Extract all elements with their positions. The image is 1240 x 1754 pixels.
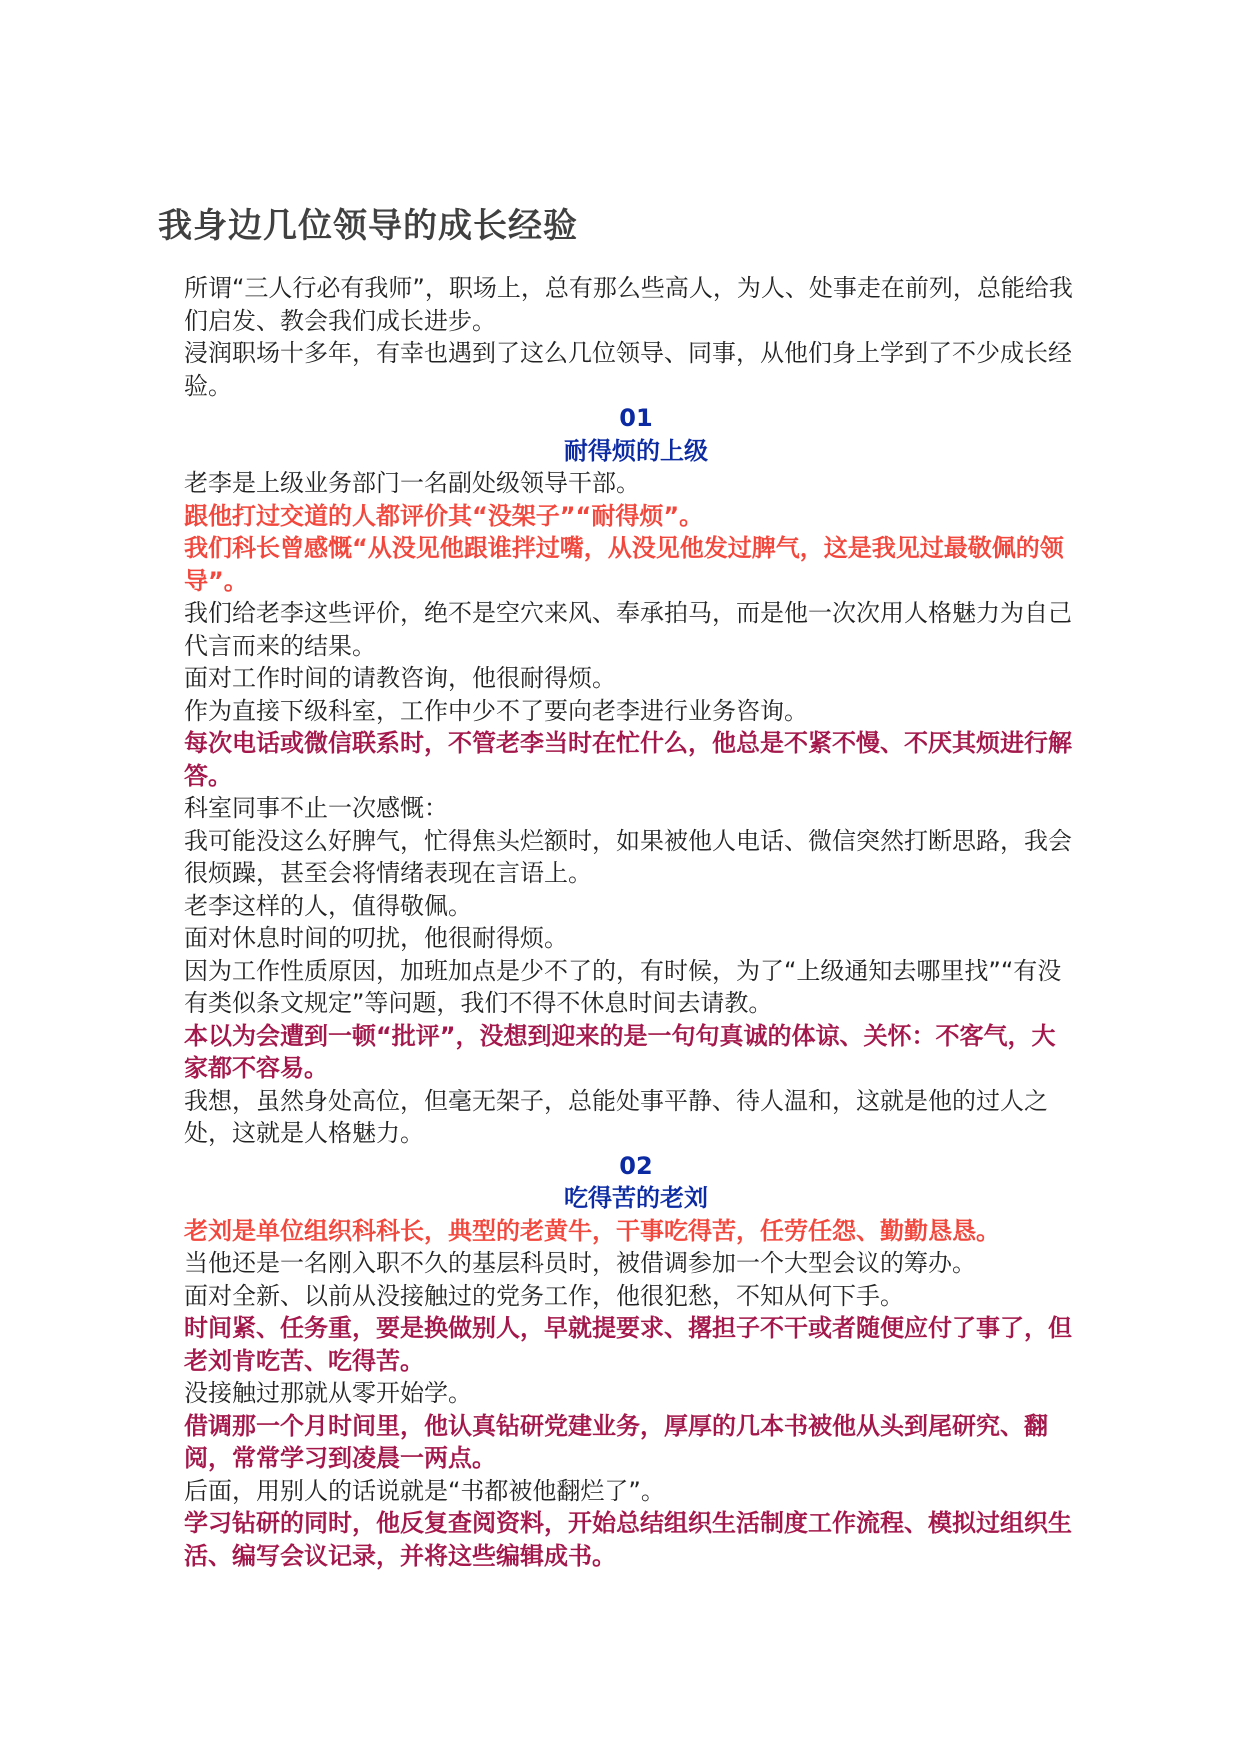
paragraph: 我想，虽然身处高位，但毫无架子，总能处事平静、待人温和，这就是他的过人之处，这就是人格魅力。: [184, 1086, 1048, 1147]
paragraph: 每次电话或微信联系时，不管老李当时在忙什么，他总是不紧不慢、不厌其烦进行解答。: [184, 729, 1072, 790]
paragraph: 老刘是单位组织科科长，典型的老黄牛，干事吃得苦，任劳任怨、勤勤恳恳。: [184, 1216, 1000, 1245]
paragraph: 跟他打过交道的人都评价其“没架子”“耐得烦”。: [184, 501, 704, 530]
paragraph: 面对休息时间的叨扰，他很耐得烦。: [184, 924, 568, 952]
section-heading: 02: [619, 1151, 653, 1180]
paragraph: 当他还是一名刚入职不久的基层科员时，被借调参加一个大型会议的筹办。: [184, 1249, 976, 1277]
paragraph: 我可能没这么好脾气，忙得焦头烂额时，如果被他人电话、微信突然打断思路，我会很烦躁，甚至会将情绪表现在言语上。: [184, 826, 1072, 887]
paragraph: 我们科长曾感慨“从没见他跟谁拌过嘴，从没见他发过脾气，这是我见过最敬佩的领导”。: [184, 534, 1064, 595]
paragraph: 浸润职场十多年，有幸也遇到了这么几位领导、同事，从他们身上学到了不少成长经验。: [184, 339, 1072, 400]
paragraph: 没接触过那就从零开始学。: [184, 1379, 472, 1407]
paragraph: 面对工作时间的请教咨询，他很耐得烦。: [184, 664, 616, 692]
document-body: [184, 272, 1074, 1572]
paragraph: 面对全新、以前从没接触过的党务工作，他很犯愁，不知从何下手。: [184, 1281, 904, 1310]
section-heading: 01: [619, 404, 653, 432]
paragraph: 本以为会遭到一顿“批评”，没想到迎来的是一句句真诚的体谅、关怀：不客气，大家都不容易。: [184, 1021, 1056, 1082]
paragraph: 科室同事不止一次感慨：: [184, 794, 448, 822]
paragraph: 老李是上级业务部门一名副处级领导干部。: [184, 469, 640, 497]
paragraph: 借调那一个月时间里，他认真钻研党建业务，厚厚的几本书被他从头到尾研究、翻阅，常常学习到凌晨一两点。: [184, 1411, 1048, 1472]
paragraph: 因为工作性质原因，加班加点是少不了的，有时候，为了“上级通知去哪里找”“有没有类似条文规定”等问题，我们不得不休息时间去请教。: [184, 956, 1062, 1017]
paragraph: 时间紧、任务重，要是换做别人，早就提要求、撂担子不干或者随便应付了事了，但老刘肯吃苦、吃得苦。: [184, 1314, 1072, 1375]
paragraph: 老李这样的人，值得敬佩。: [184, 891, 472, 920]
paragraph: 所谓“三人行必有我师”，职场上，总有那么些高人，为人、处事走在前列，总能给我们启发、教会我们成长进步。: [184, 274, 1073, 335]
paragraph: 后面，用别人的话说就是“书都被他翻烂了”。: [184, 1476, 665, 1505]
paragraph: 学习钻研的同时，他反复查阅资料，开始总结组织生活制度工作流程、模拟过组织生活、编写会议记录，并将这些编辑成书。: [184, 1509, 1072, 1570]
paragraph: 作为直接下级科室，工作中少不了要向老李进行业务咨询。: [184, 696, 808, 725]
document-title: 我身边几位领导的成长经验: [158, 206, 578, 246]
section-heading: 吃得苦的老刘: [564, 1184, 708, 1212]
section-heading: 耐得烦的上级: [564, 436, 708, 465]
paragraph: 我们给老李这些评价，绝不是空穴来风、奉承拍马，而是他一次次用人格魅力为自己代言而来的结果。: [184, 599, 1072, 660]
